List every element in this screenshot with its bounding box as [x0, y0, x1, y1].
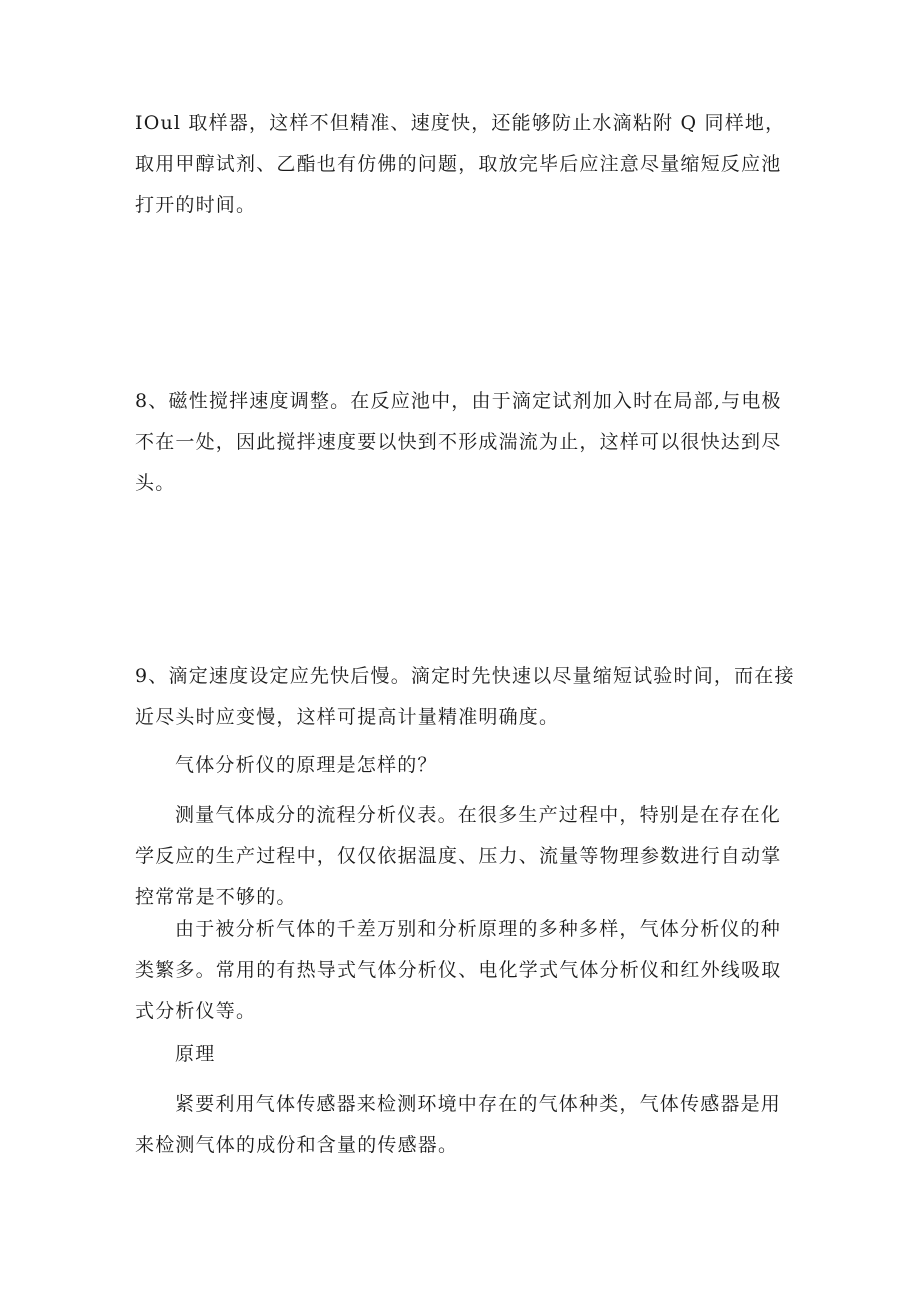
paragraph-sampler: IOul 取样器，这样不但精准、速度快，还能够防止水滴粘附 Q 同样地，取用甲醇试剂、乙酯也有仿佛的问题，取放完毕后应注意尽量缩短反应池打开的时间。	[135, 112, 786, 216]
paragraph-principle-detail: 紧要利用气体传感器来检测环境中存在的气体种类，气体传感器是用来检测气体的成份和含量的传感器。	[135, 1093, 782, 1156]
paragraph-item-8-stirring: 8、磁性搅拌速度调整。在反应池中，由于滴定试剂加入时在局部,与电极不在一处，因此搅拌速度要以快到不形成湍流为止，这样可以很快达到尽头。	[135, 390, 782, 494]
paragraph-item-9-titration-speed: 9、滴定速度设定应先快后慢。滴定时先快速以尽量缩短试验时间，而在接近尽头时应变慢，这样可提高计量精准明确度。	[135, 665, 795, 728]
paragraph-gas-analyzer-types: 由于被分析气体的千差万别和分析原理的多种多样，气体分析仪的种类繁多。常用的有热导式气体分析仪、电化学式气体分析仪和红外线吸取式分析仪等。	[135, 918, 782, 1022]
heading-gas-analyzer-question: 气体分析仪的原理是怎样的？	[175, 754, 438, 776]
heading-principle: 原理	[175, 1043, 216, 1065]
paragraph-gas-analyzer-definition: 测量气体成分的流程分析仪表。在很多生产过程中，特别是在存在化学反应的生产过程中，仅仅依据温度、压力、流量等物理参数进行自动掌控常常是不够的。	[135, 804, 782, 908]
